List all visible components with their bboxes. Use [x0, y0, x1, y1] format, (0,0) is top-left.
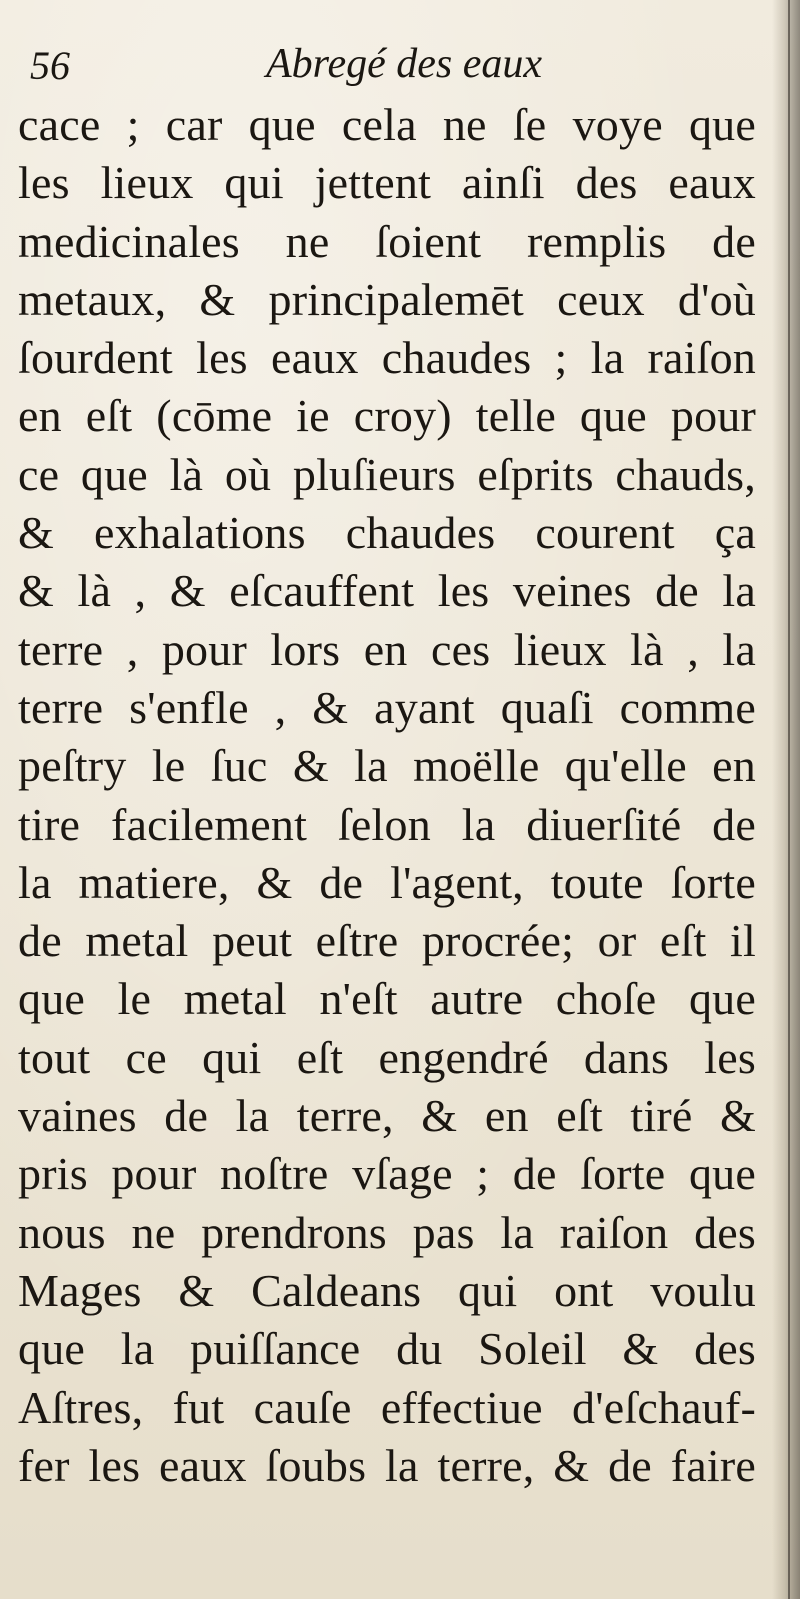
page-number: 56 [30, 43, 70, 88]
text-line: fer les eaux ſoubs la terre, & de faire [18, 1439, 756, 1491]
text-line: Mages & Caldeans qui ont voulu [18, 1264, 756, 1316]
text-line: cace ; car que cela ne ſe voye que [18, 99, 756, 150]
text-line: que le metal n'eſt autre choſe que [18, 973, 756, 1025]
text-line: terre s'enfle , & ayant quaſi comme [18, 681, 756, 733]
page-edge-shadow [772, 0, 800, 1599]
text-line: Aſtres, fut cauſe effectiue d'eſchauf- [18, 1381, 756, 1433]
text-line: terre , pour lors en ces lieux là , la [18, 623, 756, 675]
text-line: ce que là où pluſieurs eſprits chauds, [18, 448, 756, 500]
text-line: ſourdent les eaux chaudes ; la raiſon [18, 332, 756, 384]
text-line: & exhalations chaudes courent ça [18, 507, 756, 559]
text-line: de metal peut eſtre procrée; or eſt il [18, 915, 756, 967]
text-line: pris pour noſtre vſage ; de ſorte que [18, 1148, 756, 1200]
body-text [18, 96, 756, 1495]
text-line: les lieux qui jettent ainſi des eaux [18, 157, 756, 209]
text-line: la matiere, & de l'agent, toute ſorte [18, 856, 756, 908]
text-line: que la puiſſance du Soleil & des [18, 1323, 756, 1375]
text-line: nous ne prendrons pas la raiſon des [18, 1206, 756, 1258]
page-header [26, 32, 766, 92]
text-line: en eſt (cōme ie croy) telle que pour [18, 390, 756, 442]
running-head: Abregé des eaux [266, 41, 542, 87]
text-line: & là , & eſcauffent les veines de la [18, 565, 756, 617]
page-edge-line [788, 0, 790, 1599]
text-line: tout ce qui eſt engendré dans les [18, 1031, 756, 1083]
text-line: peſtry le ſuc & la moëlle qu'elle en [18, 740, 756, 792]
text-line: metaux, & principalemēt ceux d'où [18, 273, 756, 325]
text-line: vaines de la terre, & en eſt tiré & [18, 1090, 756, 1142]
text-line: tire facilement ſelon la diuerſité de [18, 798, 756, 850]
text-line: medicinales ne ſoient remplis de [18, 215, 756, 267]
